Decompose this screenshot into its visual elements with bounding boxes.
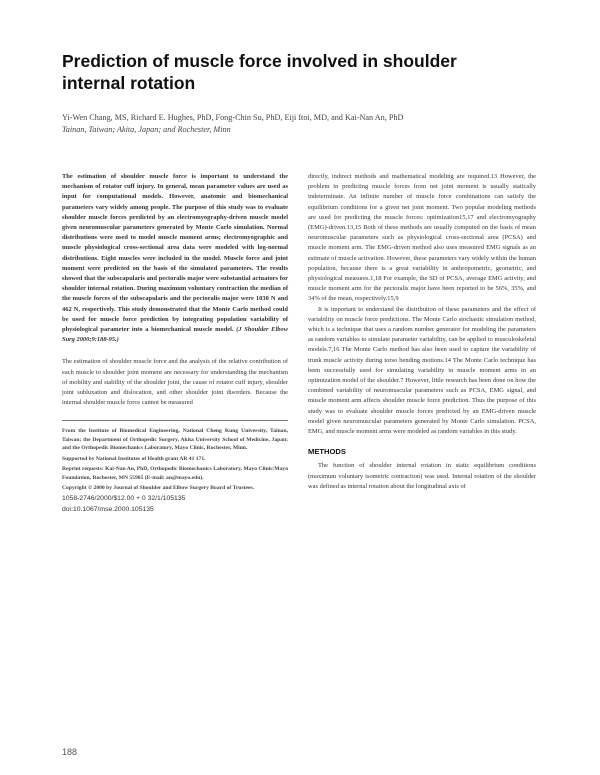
author-names: Yi-Wen Chang, MS, Richard E. Hughes, PhD, Fong-Chin Su, PhD, Eiji Itoi, MD, and Kai-Nan An, PhD — [62, 113, 404, 122]
intro-paragraph: The estimation of shoulder muscle force and the analysis of the relative contribution of each muscle to shoulder joint moment are necessary for understanding the mechanism of mobility and stability of the shoulder joint, the cause of rotator cuff injury, shoulder joint subluxation and dislocation, and other shoulder joint disorders. Because the internal shoulder muscle force cannot be measured — [62, 358, 288, 407]
article-title: Prediction of muscle force involved in shoulder internal rotation — [62, 51, 457, 93]
right-column — [308, 172, 536, 492]
body-paragraph-2: It is important to understand the distribution of these parameters and the effect of variability on muscle force predictions. The Monte Carlo stochastic simulation method, which is a technique that uses a random number generator for modeling the parameters as random variables to simulate parameter variability, can be applied to musculoskeletal models.7,16 The Monte Carlo method has also been used to capture the variability of trunk muscle activity during torso bending motions.14 The Monte Carlo technique has been successfully used for simulating variability in muscle moment arms in an optimization model of the shoulder.7 However, little research has been done on how the combined variability of neuromuscular parameters such as PCSA, EMG signal, and muscle moment arm affects shoulder muscle force prediction. Thus the purpose of this study was to evaluate shoulder muscle forces predicted by an EMG-driven muscle model given neuromuscular parameters generated by Monte Carlo simulation. PCSA, EMG, and muscle moment arms were modeled as random variables in this study. — [308, 305, 536, 436]
footnote-divider — [62, 420, 288, 421]
abstract — [62, 172, 288, 345]
affiliation-support: Supported by National Institutes of Health grant AR 41 171. — [62, 455, 206, 462]
affiliation-copyright: Copyright © 2000 by Journal of Shoulder and Elbow Surgery Board of Trustees. — [62, 484, 255, 491]
abstract-text: The estimation of shoulder muscle force is important to understand the mechanism of rotator cuff injury. In general, mean parameter values are used as input for computational models. However, anatomic and biomechanical parameters vary widely among people. The purpose of this study was to evaluate shoulder muscle forces predicted by an electromyography-driven muscle model given neuromuscular parameters generated by Monte Carlo simulation. Normal distributions were used to model muscle moment arms; electromyographic and muscle physiological cross-sectional area data were modeled with log-normal distributions. Eight muscles were included in the model. Muscle force and joint moment were predicted on the basis of the simulated parameters. The results showed that the subscapularis and pectoralis major were substantial actuators for shoulder internal rotation. During maximum voluntary contraction the median of the muscle forces of the subscapularis and the pectoralis major were 1030 N and 462 N, respectively. This study demonstrated that the Monte Carlo method could be used for muscle force prediction by integrating population variability of physiological parameter into a biomechanical muscle model. — [62, 173, 288, 334]
methods-heading: METHODS — [308, 447, 346, 457]
page-number: 188 — [62, 747, 78, 757]
affiliation-doi: doi:10.1067/mse.2000.105135 — [62, 506, 154, 514]
affiliation-reprint: Reprint requests: Kai-Nan An, PhD, Orthopedic Biomechanics Laboratory, Mayo Clinic/Mayo Foundation, Rochester, MN 55905 (E-mail: an@mayo.edu). — [62, 466, 288, 481]
body-paragraph-1: directly, indirect methods and mathematical modeling are required.13 However, the problem in predicting muscle forces from net joint moment is usually statically indeterminate. An infinite number of muscle force combinations can satisfy the equilibrium conditions for a given net joint moment. Two popular modeling methods are used for predicting the muscle forces: optimization15,17 and electromyography (EMG)-driven.13,15 Both of these methods are usually computed on the basis of mean neuromuscular parameters such as physiological cross-sectional area (PCSA) and muscle moment arm. The EMG-driven method also uses measured EMG signals as an estimate of muscle activation. However, these parameters vary widely within the human population, because there is a great variability in anthropometric, geometric, and physiological measures.1,18 For example, the SD of PCSA, average EMG activity, and muscle moment arm for the pectoralis major have been reported to be 56%, 35%, and 34% of the mean, respectively.15,9 — [308, 173, 536, 303]
body-paragraph-3: The function of shoulder internal rotation in static equilibrium conditions (maximum voluntary isometric contraction) was used. Internal rotation of the shoulder was defined as internal rotation about the longitudinal axis of — [308, 462, 536, 490]
abstract-citation: (J Shoulder Elbow Surg 2000;9:188-95.) — [62, 326, 288, 344]
author-block — [62, 112, 512, 136]
affiliation-from: From the Institute of Biomedical Engineering, National Cheng Kung University, Tainan, Taiwan; the Department of Orthopedic Surgery, Akita University School of Medicine, Japan; and the Orthopedic Biomechanics Laboratory, Mayo Clinic, Rochester, Minn. — [62, 428, 288, 452]
author-locations: Tainan, Taiwan; Akita, Japan; and Rochester, Minn — [62, 125, 231, 134]
left-column — [62, 172, 288, 516]
affiliations — [62, 427, 288, 514]
affiliation-issn: 1058-2746/2000/$12.00 + 0 32/1/105135 — [62, 495, 186, 503]
